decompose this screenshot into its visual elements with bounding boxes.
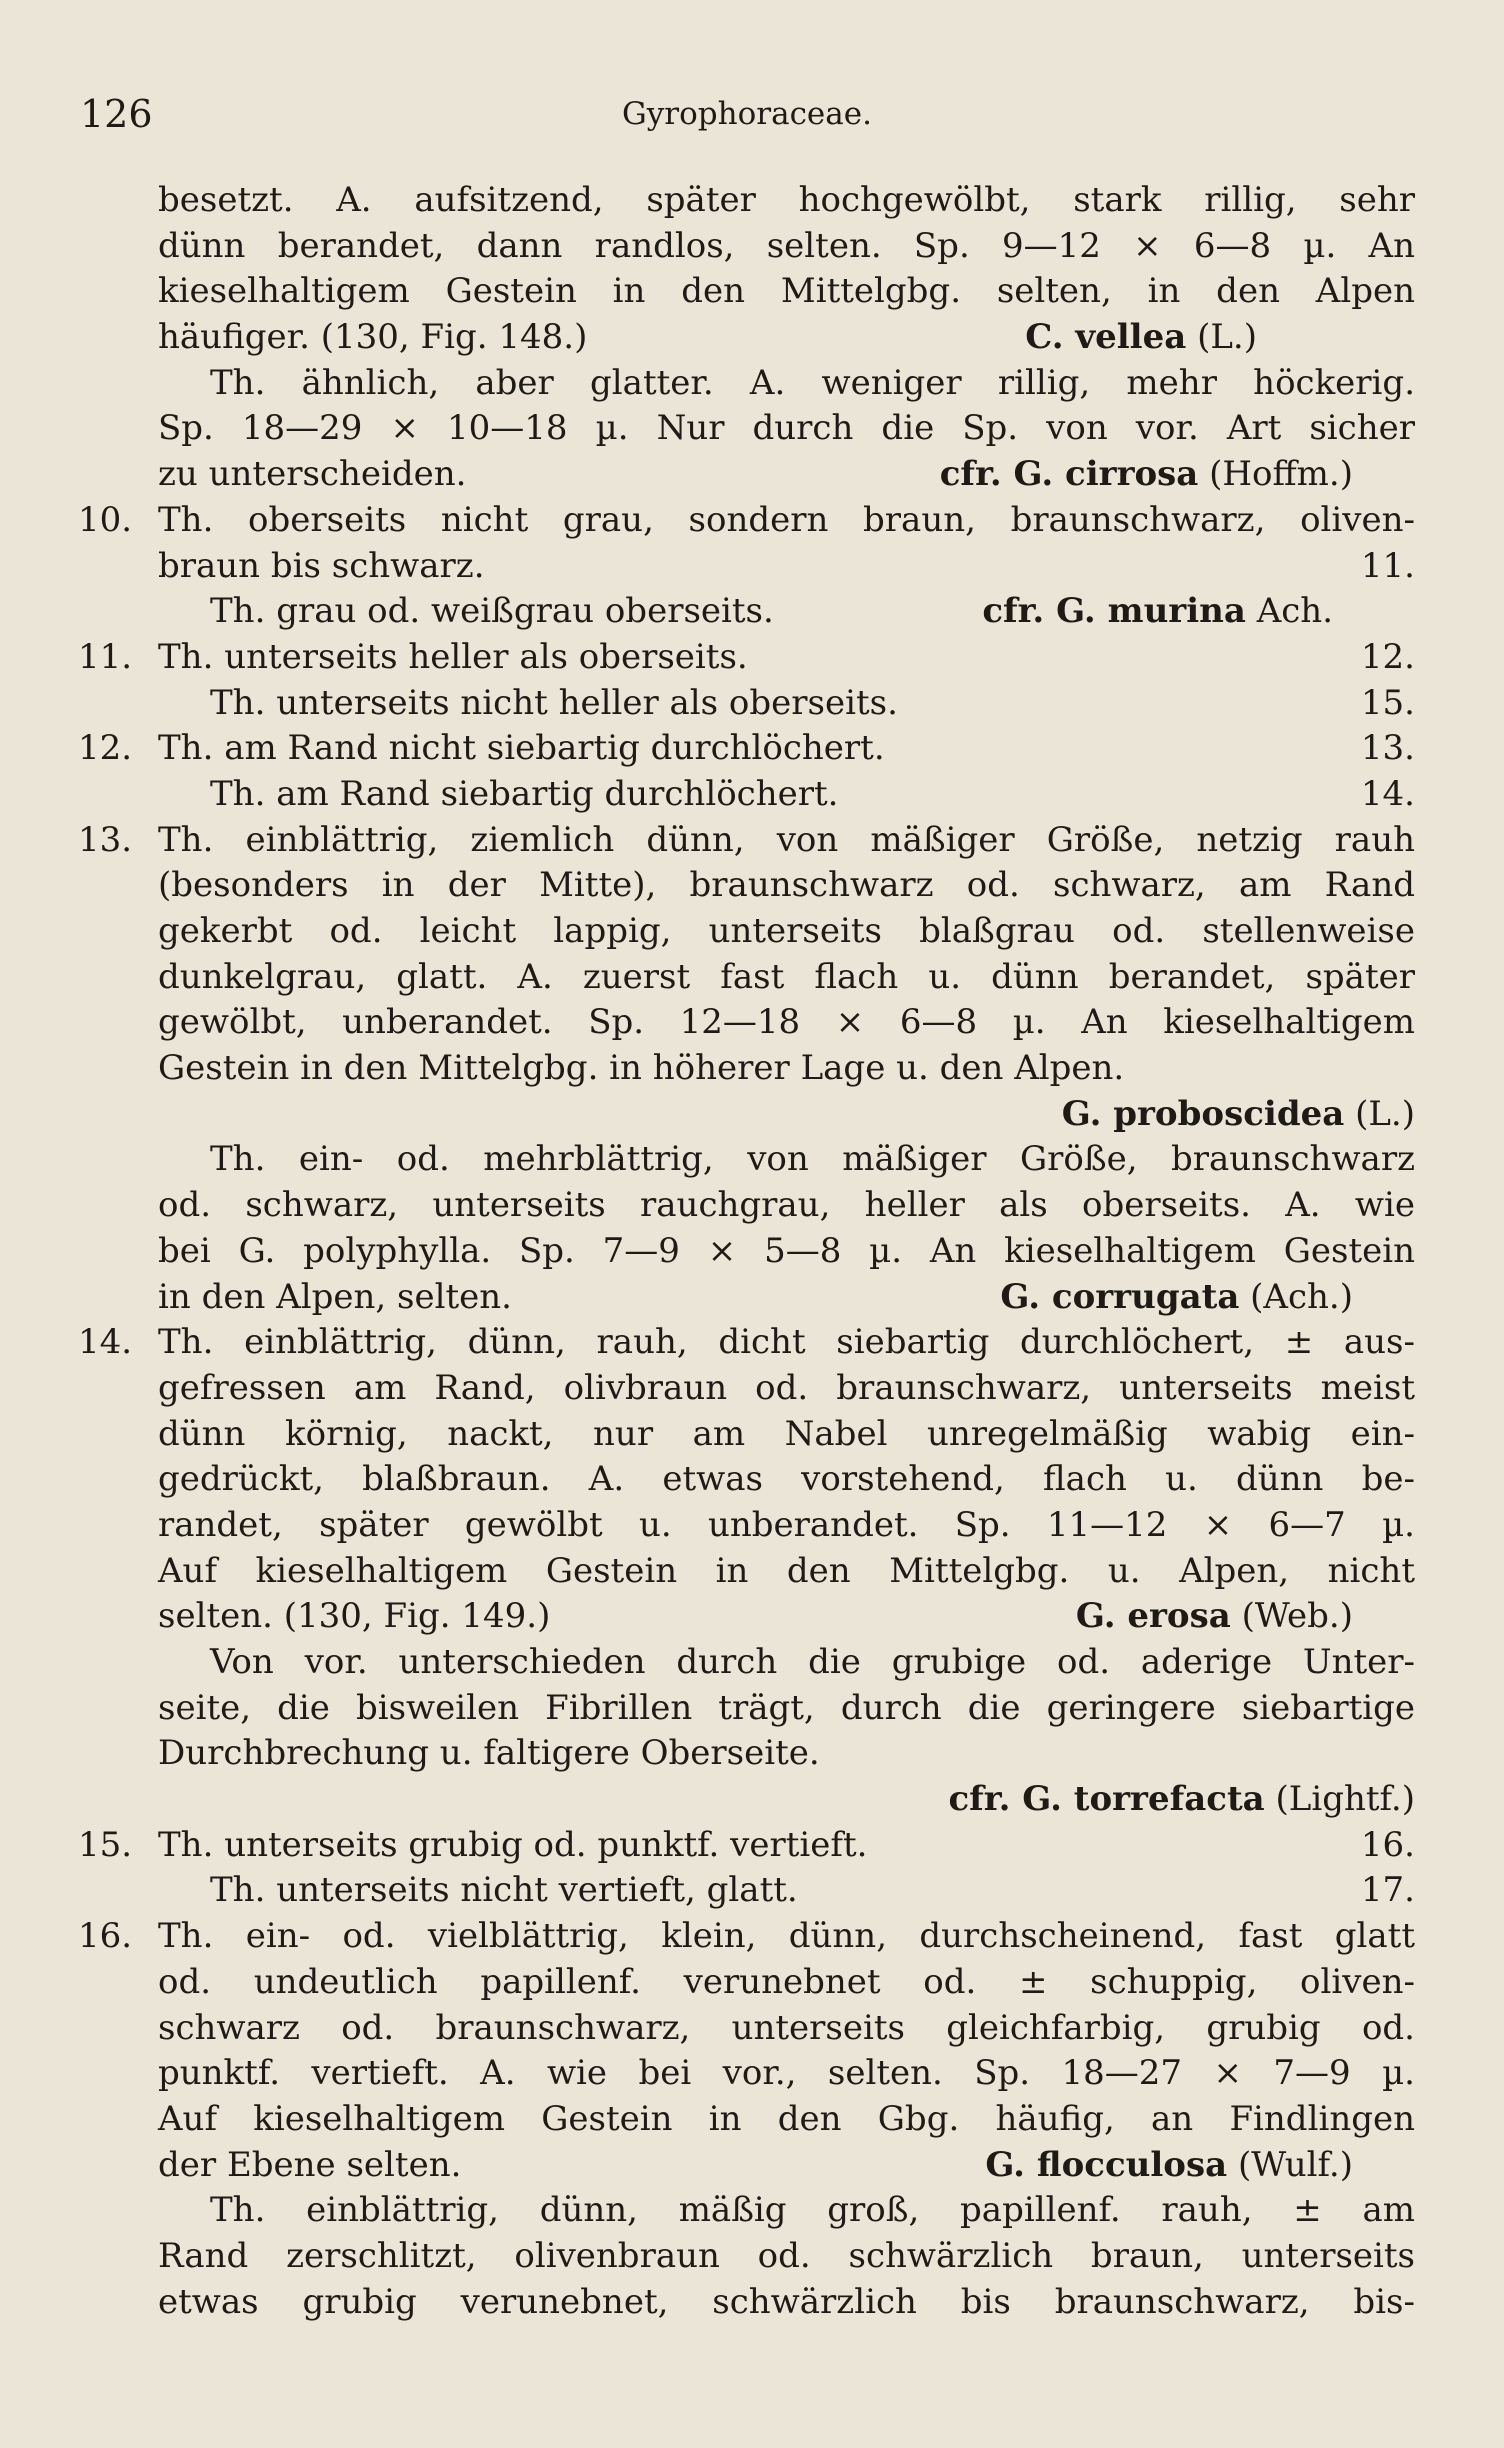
- text-line: [158, 544, 1415, 590]
- line-text: kieselhaltigem Gestein in den Mittelgbg. selten, in den Alpen: [158, 271, 1415, 312]
- text-line: [158, 1412, 1415, 1458]
- line-text: Th. am Rand nicht siebartig durchlöchert.: [158, 728, 885, 769]
- text-line: [158, 1777, 1415, 1823]
- text-line: [158, 1229, 1415, 1275]
- text-line: [158, 863, 1415, 909]
- text-line: [158, 772, 1415, 818]
- line-text: Th. unterseits nicht vertieft, glatt.: [210, 1870, 798, 1911]
- text-line: [158, 589, 1415, 635]
- line-text: häufiger. (130, Fig. 148.): [158, 317, 588, 358]
- line-text: Gestein in den Mittelgbg. in höherer Lage u. den Alpen.: [158, 1048, 1125, 1089]
- line-text: Rand zerschlitzt, olivenbraun od. schwärzlich braun, unterseits: [158, 2235, 1415, 2276]
- species-epithet: proboscidea: [1113, 1093, 1345, 1134]
- text-line: [158, 315, 1415, 361]
- species-author: Ach.: [1245, 591, 1333, 632]
- line-text: Sp. 18—29 × 10—18 µ. Nur durch die Sp. von vor. Art sicher: [158, 408, 1415, 449]
- genus-prefix: G.: [1075, 1596, 1128, 1637]
- text-line: [158, 361, 1415, 407]
- text-line: [158, 1549, 1415, 1595]
- genus-prefix: G.: [1000, 1276, 1052, 1317]
- species-name: [940, 452, 1353, 498]
- line-text: Th. unterseits nicht heller als oberseits.: [210, 682, 898, 723]
- genus-prefix: G.: [1061, 1093, 1114, 1134]
- text-line: [158, 1046, 1415, 1092]
- species-epithet: cirrosa: [1065, 454, 1199, 495]
- key-number: 13.: [78, 819, 133, 860]
- text-line: [78, 635, 1415, 681]
- genus-prefix: cfr. G.: [948, 1779, 1074, 1820]
- genus-prefix: cfr. G.: [982, 591, 1108, 632]
- species-name: [1025, 315, 1257, 361]
- line-text: gedrückt, blaßbraun. A. etwas vorstehend, flach u. dünn be-: [158, 1459, 1415, 1500]
- text-line: [158, 1366, 1415, 1412]
- line-text: zu unterscheiden.: [158, 454, 467, 495]
- key-number: 15.: [78, 1824, 133, 1865]
- key-number: 10.: [78, 499, 133, 540]
- text-line: [158, 1640, 1415, 1686]
- text-line: [158, 1457, 1415, 1503]
- line-text: punktf. vertieft. A. wie bei vor., selten. Sp. 18—27 × 7—9 µ.: [158, 2053, 1415, 2094]
- key-number: 12.: [78, 728, 133, 769]
- line-text: randet, später gewölbt u. unberandet. Sp. 11—12 × 6—7 µ.: [158, 1504, 1415, 1545]
- species-author: (Ach.): [1239, 1276, 1353, 1317]
- line-text: Th. unterseits heller als oberseits.: [158, 636, 748, 677]
- text-line: [158, 1275, 1415, 1321]
- text-line: [158, 2188, 1415, 2234]
- line-text: Th. ähnlich, aber glatter. A. weniger rillig, mehr höckerig.: [210, 362, 1415, 403]
- species-author: (Wulf.): [1227, 2144, 1353, 2185]
- line-text: Von vor. unterschieden durch die grubige od. aderige Unter-: [210, 1642, 1415, 1682]
- line-text: dünn berandet, dann randlos, selten. Sp. 9—12 × 6—8 µ. An: [158, 225, 1415, 266]
- text-line: [158, 452, 1415, 498]
- line-text: od. schwarz, unterseits rauchgrau, heller als oberseits. A. wie: [158, 1185, 1415, 1226]
- text-line: [158, 178, 1415, 224]
- text-line: [158, 2234, 1415, 2280]
- text-line: [158, 2097, 1415, 2143]
- species-author: (Lightf.): [1264, 1779, 1415, 1820]
- line-text: seite, die bisweilen Fibrillen trägt, durch die geringere siebartige: [158, 1687, 1415, 1728]
- species-name: [1062, 1094, 1415, 1134]
- text-line: [158, 2006, 1415, 2052]
- key-reference: 11.: [1360, 545, 1415, 586]
- line-text: besetzt. A. aufsitzend, später hochgewölbt, stark rillig, sehr: [158, 180, 1415, 220]
- text-line: [158, 1731, 1415, 1777]
- line-text: Th. grau od. weißgrau oberseits.: [210, 591, 774, 632]
- species-name: [985, 2143, 1353, 2189]
- line-text: der Ebene selten.: [158, 2144, 462, 2185]
- line-text: Durchbrechung u. faltigere Oberseite.: [158, 1733, 820, 1774]
- text-line: [158, 269, 1415, 315]
- text-line: [78, 1823, 1415, 1869]
- line-text: dunkelgrau, glatt. A. zuerst fast flach u. dünn berandet, später: [158, 956, 1415, 997]
- key-reference: 15.: [1360, 682, 1415, 723]
- text-line: [158, 1092, 1415, 1138]
- line-text: Th. ein- od. vielblättrig, klein, dünn, durchscheinend, fast glatt: [158, 1916, 1415, 1957]
- line-text: Th. einblättrig, dünn, mäßig groß, papillenf. rauh, ± am: [210, 2190, 1415, 2231]
- species-name: [1076, 1594, 1353, 1640]
- line-text: selten. (130, Fig. 149.): [158, 1596, 551, 1637]
- text-line: [158, 2051, 1415, 2097]
- species-author: (L.): [1186, 317, 1257, 358]
- genus-prefix: G.: [985, 2144, 1037, 2185]
- key-reference: 13.: [1360, 728, 1415, 769]
- page-header: [80, 92, 1414, 152]
- species-name: [1000, 1275, 1353, 1321]
- key-number: 14.: [78, 1322, 133, 1363]
- key-reference: 16.: [1360, 1824, 1415, 1865]
- species-name: [948, 1779, 1415, 1819]
- line-text: dünn körnig, nackt, nur am Nabel unregelmäßig wabig ein-: [158, 1413, 1415, 1454]
- species-epithet: murina: [1107, 591, 1246, 632]
- text-line: [158, 1137, 1415, 1183]
- species-epithet: flocculosa: [1036, 2144, 1228, 2185]
- line-text: braun bis schwarz.: [158, 545, 485, 586]
- body-text: [78, 178, 1415, 2325]
- text-line: [158, 1594, 1415, 1640]
- text-line: [78, 1914, 1415, 1960]
- key-number: 11.: [78, 636, 133, 677]
- key-reference: 17.: [1360, 1870, 1415, 1911]
- species-author: (Web.): [1230, 1596, 1353, 1637]
- text-line: [158, 1960, 1415, 2006]
- text-line: [158, 1868, 1415, 1914]
- line-text: od. undeutlich papillenf. verunebnet od. ± schuppig, oliven-: [158, 1961, 1415, 2002]
- text-line: [158, 955, 1415, 1001]
- key-reference: 12.: [1360, 636, 1415, 677]
- text-line: [158, 909, 1415, 955]
- line-text: etwas grubig verunebnet, schwärzlich bis braunschwarz, bis-: [158, 2281, 1415, 2322]
- species-epithet: erosa: [1127, 1596, 1231, 1637]
- line-text: Th. unterseits grubig od. punktf. vertieft.: [158, 1824, 868, 1865]
- line-text: Th. am Rand siebartig durchlöchert.: [210, 773, 839, 814]
- line-text: gewölbt, unberandet. Sp. 12—18 × 6—8 µ. An kieselhaltigem: [158, 1002, 1415, 1043]
- text-line: [158, 406, 1415, 452]
- text-line: [158, 2280, 1415, 2326]
- line-text: (besonders in der Mitte), braunschwarz od. schwarz, am Rand: [158, 865, 1415, 906]
- species-epithet: corrugata: [1051, 1276, 1240, 1317]
- text-line: [78, 818, 1415, 864]
- species-name: [982, 589, 1333, 635]
- line-text: Th. ein- od. mehrblättrig, von mäßiger Größe, braunschwarz: [210, 1139, 1415, 1180]
- text-line: [158, 1183, 1415, 1229]
- text-line: [158, 1000, 1415, 1046]
- text-line: [158, 224, 1415, 270]
- page-number: 126: [80, 92, 153, 136]
- line-text: bei G. polyphylla. Sp. 7—9 × 5—8 µ. An kieselhaltigem Gestein: [158, 1230, 1415, 1271]
- text-line: [158, 681, 1415, 727]
- genus-prefix: cfr. G.: [939, 454, 1066, 495]
- species-epithet: vellea: [1075, 317, 1187, 358]
- text-line: [78, 726, 1415, 772]
- line-text: Auf kieselhaltigem Gestein in den Mittelgbg. u. Alpen, nicht: [158, 1550, 1415, 1591]
- line-text: Th. einblättrig, ziemlich dünn, von mäßiger Größe, netzig rauh: [158, 819, 1415, 860]
- text-line: [158, 1686, 1415, 1732]
- text-line: [158, 1503, 1415, 1549]
- genus-prefix: C.: [1025, 317, 1076, 358]
- line-text: Th. einblättrig, dünn, rauh, dicht siebartig durchlöchert, ± aus-: [158, 1322, 1415, 1363]
- species-author: (L.): [1344, 1093, 1415, 1134]
- running-title: Gyrophoraceae.: [622, 96, 872, 132]
- text-line: [78, 498, 1415, 544]
- line-text: gefressen am Rand, olivbraun od. braunschwarz, unterseits meist: [158, 1367, 1415, 1408]
- key-number: 16.: [78, 1916, 133, 1957]
- line-text: schwarz od. braunschwarz, unterseits gleichfarbig, grubig od.: [158, 2007, 1415, 2048]
- line-text: Auf kieselhaltigem Gestein in den Gbg. häufig, an Findlingen: [158, 2098, 1415, 2139]
- line-text: Th. oberseits nicht grau, sondern braun, braunschwarz, oliven-: [158, 499, 1415, 540]
- species-author: (Hoffm.): [1198, 454, 1353, 495]
- text-line: [158, 2143, 1415, 2189]
- line-text: in den Alpen, selten.: [158, 1276, 512, 1317]
- text-line: [78, 1320, 1415, 1366]
- key-reference: 14.: [1360, 773, 1415, 814]
- species-epithet: torrefacta: [1073, 1779, 1265, 1820]
- line-text: gekerbt od. leicht lappig, unterseits blaßgrau od. stellenweise: [158, 911, 1415, 951]
